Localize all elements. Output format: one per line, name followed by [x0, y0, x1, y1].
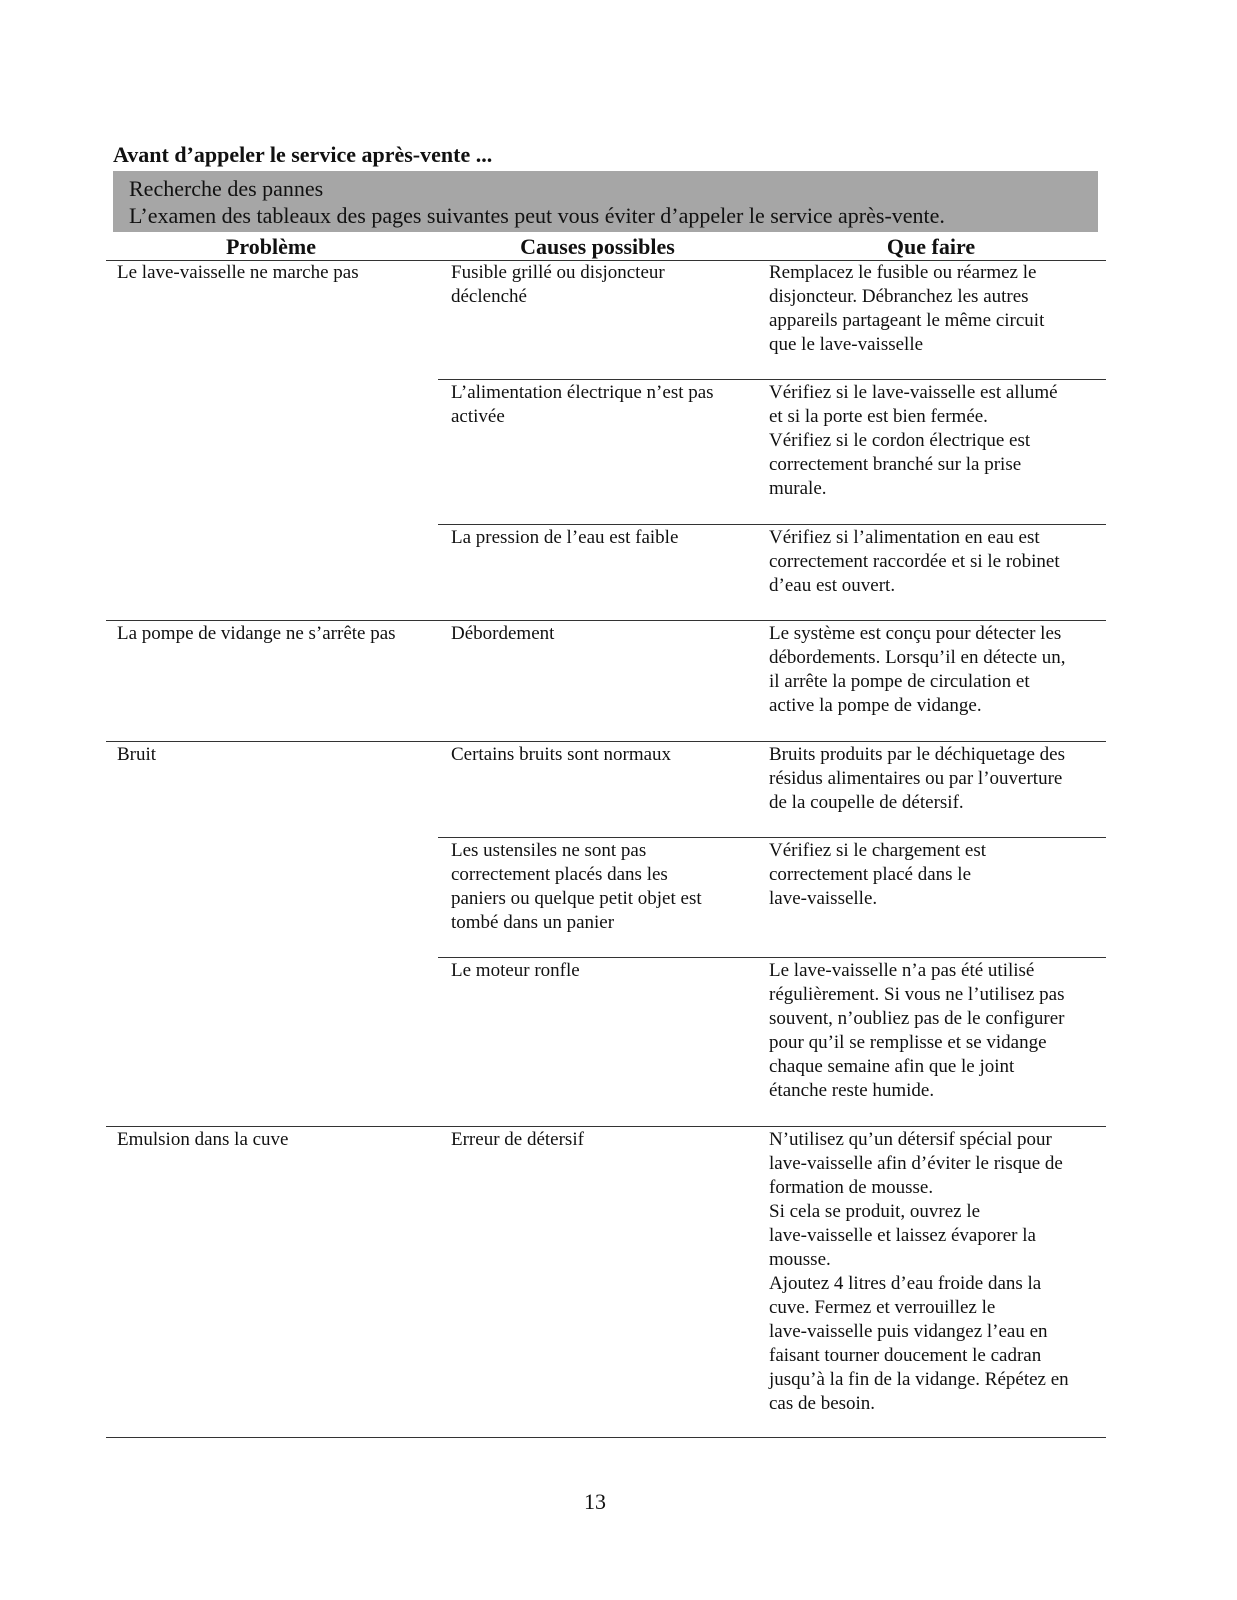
row-divider: [438, 837, 1106, 838]
table-cell-cause: Erreur de détersif: [451, 1129, 584, 1150]
table-header: [106, 234, 1106, 262]
row-divider: [438, 379, 1106, 380]
page-number: 13: [584, 1489, 606, 1514]
banner-title: Recherche des pannes: [129, 176, 324, 201]
table-cell-action: Bruits produits par le déchiquetage des résidus alimentaires ou par l’ouverture de la coupelle de détersif.: [769, 744, 1066, 813]
table-cell-cause: Les ustensiles ne sont pas correctement placés dans les paniers ou quelque petit objet est tombé dans un panier: [451, 840, 702, 933]
table-cell-cause: Certains bruits sont normaux: [451, 744, 672, 765]
table-cell-problem: Emulsion dans la cuve: [117, 1129, 289, 1150]
table-cell-action: Le système est conçu pour détecter les débordements. Lorsqu’il en détecte un, il arrête la pompe de circulation et active la pompe de vidange.: [769, 623, 1066, 716]
table-cell-cause: Débordement: [451, 623, 555, 644]
table-cell-cause: Fusible grillé ou disjoncteur déclenché: [451, 262, 665, 307]
table-cell-cause: L’alimentation électrique n’est pas activée: [451, 382, 714, 427]
table-cell-problem: Bruit: [117, 744, 157, 765]
table-cell-cause: La pression de l’eau est faible: [451, 527, 679, 548]
table-cell-action: Vérifiez si le lave-vaisselle est allumé et si la porte est bien fermée. Vérifiez si le cordon électrique est correctement branché sur la prise murale.: [769, 382, 1058, 499]
column-header-causes: Causes possibles: [520, 234, 675, 259]
table-cell-problem: La pompe de vidange ne s’arrête pas: [117, 623, 396, 644]
table-cell-action: Remplacez le fusible ou réarmez le disjoncteur. Débranchez les autres appareils partageant le même circuit que le lave-vaisselle: [769, 262, 1045, 355]
table-cell-action: N’utilisez qu’un détersif spécial pour lave-vaisselle afin d’éviter le risque de formation de mousse. Si cela se produit, ouvrez le lave-vaisselle et laissez évaporer la mousse. Ajoutez 4 litres d’eau froide dans la cuve. Fermez et verrouillez le lave-vaisselle puis vidangez l’eau en faisant tourner doucement le cadran jusqu’à la fin de la vidange. Répétez en cas de besoin.: [769, 1129, 1069, 1414]
table-cell-cause: Le moteur ronfle: [451, 960, 580, 981]
row-divider: [438, 524, 1106, 525]
column-header-action: Que faire: [886, 234, 976, 259]
section-banner: [113, 171, 1098, 232]
table-cell-problem: Le lave-vaisselle ne marche pas: [117, 262, 359, 283]
row-divider: [106, 1126, 1106, 1127]
table-cell-action: Vérifiez si le chargement est correctement placé dans le lave-vaisselle.: [769, 840, 986, 909]
table-cell-action: Le lave-vaisselle n’a pas été utilisé régulièrement. Si vous ne l’utilisez pas souvent, n’oubliez pas de le configurer pour qu’il se remplisse et se vidange chaque semaine afin que le joint étanche reste humide.: [769, 960, 1065, 1101]
page-heading: Avant d’appeler le service après-vente ...: [113, 142, 493, 167]
row-divider: [106, 741, 1106, 742]
row-divider: [106, 620, 1106, 621]
table-bottom-rule: [106, 1437, 1106, 1438]
column-header-problem: Problème: [225, 234, 316, 259]
table-cell-action: Vérifiez si l’alimentation en eau est correctement raccordée et si le robinet d’eau est ouvert.: [769, 527, 1060, 596]
row-divider: [438, 957, 1106, 958]
banner-subtitle: L’examen des tableaux des pages suivantes peut vous éviter d’appeler le service après-vente.: [129, 203, 945, 228]
